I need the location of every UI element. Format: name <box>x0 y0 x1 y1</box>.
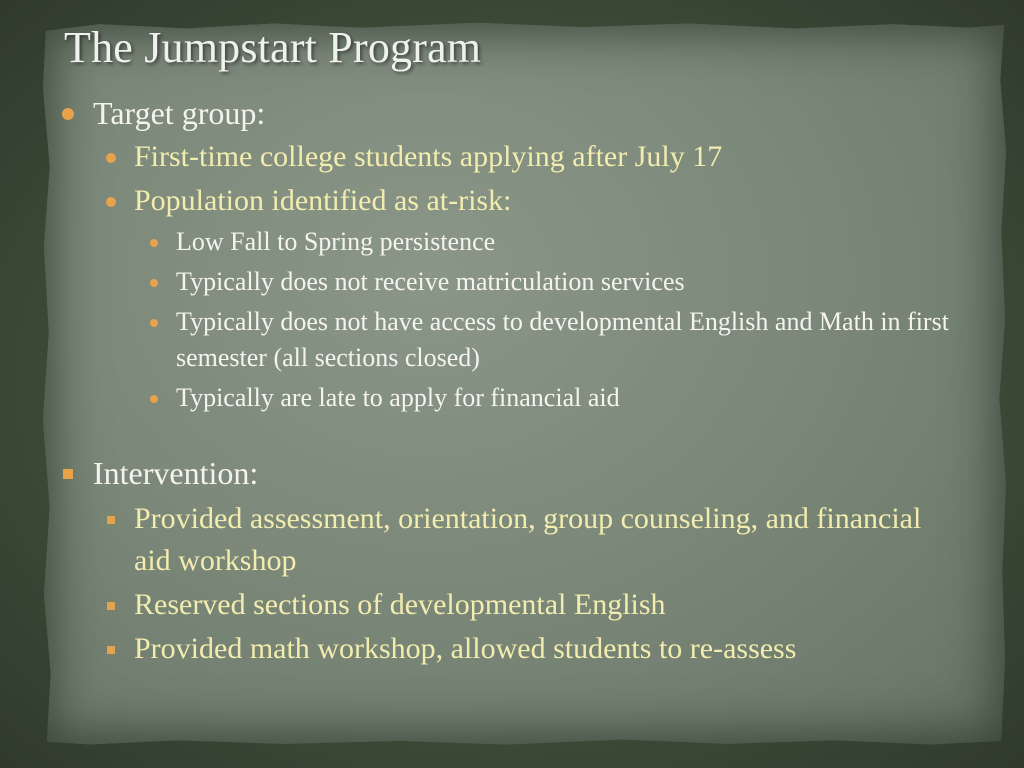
section-intervention <box>60 452 960 670</box>
bullet-reserved-sections <box>60 584 960 626</box>
bullet-low-persistence <box>60 224 960 260</box>
bullet-first-time-students <box>60 136 960 178</box>
circle-bullet-icon <box>150 395 158 403</box>
bullet-text: First-time college students applying after July 17 <box>134 140 723 173</box>
circle-bullet-icon <box>62 108 74 120</box>
bullet-target-group <box>60 92 960 134</box>
bullet-text: Reserved sections of developmental English <box>134 588 666 621</box>
bullet-intervention <box>60 452 960 494</box>
bullet-text: Population identified as at-risk: <box>134 184 512 217</box>
circle-bullet-icon <box>106 197 116 207</box>
square-bullet-icon <box>107 516 115 524</box>
bullet-text: Provided assessment, orientation, group counseling, and financial aid workshop <box>134 502 922 577</box>
bullet-text: Provided math workshop, allowed students to re-assess <box>134 632 797 665</box>
bullet-no-developmental-access <box>60 304 960 376</box>
square-bullet-icon <box>63 469 73 479</box>
circle-bullet-icon <box>150 239 158 247</box>
bullet-text: Typically does not receive matriculation services <box>176 267 685 296</box>
square-bullet-icon <box>107 646 115 654</box>
slide-title: The Jumpstart Program <box>64 23 482 72</box>
slide-body <box>60 92 960 670</box>
bullet-text: Typically does not have access to developmental English and Math in first semester (all sections closed) <box>176 307 949 372</box>
bullet-text: Low Fall to Spring persistence <box>176 227 496 256</box>
bullet-text: Typically are late to apply for financial aid <box>176 383 620 412</box>
section-target-group <box>60 92 960 416</box>
bullet-text: Target group: <box>93 95 266 131</box>
bullet-math-workshop <box>60 628 960 670</box>
circle-bullet-icon <box>150 319 158 327</box>
bullet-text: Intervention: <box>93 455 259 491</box>
square-bullet-icon <box>107 602 115 610</box>
bullet-population-at-risk <box>60 180 960 222</box>
bullet-provided-assessment <box>60 498 960 582</box>
bullet-late-financial-aid <box>60 380 960 416</box>
bullet-no-matriculation <box>60 264 960 300</box>
circle-bullet-icon <box>150 279 158 287</box>
section-spacer <box>60 416 960 452</box>
circle-bullet-icon <box>106 153 116 163</box>
